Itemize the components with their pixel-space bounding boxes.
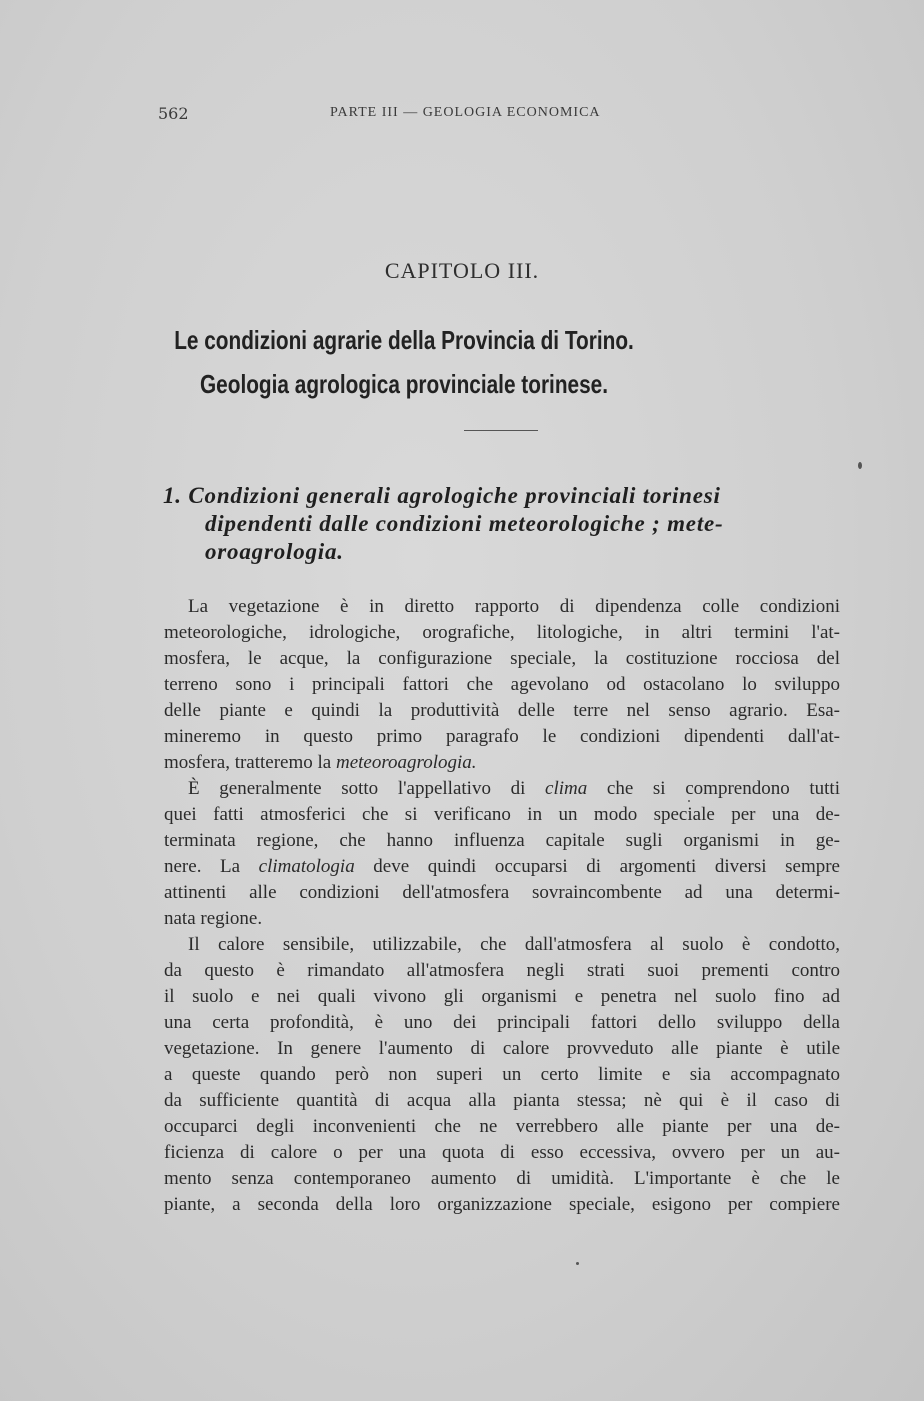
text-line: mineremo in questo primo paragrafo le condizioni dipendenti dall'at- — [164, 726, 840, 747]
text-line: meteorologiche, idrologiche, orografiche, litologiche, in altri termini l'at- — [164, 622, 840, 643]
section-heading — [163, 482, 853, 566]
text-line: Il calore sensibile, utilizzabile, che dall'atmosfera al suolo è condotto, — [188, 934, 840, 955]
speck — [858, 462, 862, 469]
chapter-title — [0, 318, 808, 406]
section-heading-line-3: oroagrologia. — [205, 539, 344, 564]
text-line: da sufficiente quantità di acqua alla pianta stessa; nè qui è il caso di — [164, 1090, 840, 1111]
section-heading-line-1: 1. Condizioni generali agrologiche provinciali torinesi — [163, 483, 721, 508]
text-line — [164, 776, 840, 802]
speck — [688, 800, 690, 802]
text-line: piante, a seconda della loro organizzazione speciale, esigono per compiere — [164, 1194, 840, 1215]
emphasis-term: clima — [545, 778, 588, 799]
text-line: La vegetazione è in diretto rapporto di dipendenza colle condizioni — [188, 596, 840, 617]
chapter-title-line-2: Geologia agrologica provinciale torinese. — [199, 369, 609, 399]
text-line: a queste quando però non superi un certo limite e sia accompagnato — [164, 1064, 840, 1085]
text-line: da questo è rimandato all'atmosfera negli strati suoi prementi contro — [164, 960, 840, 981]
text-line: attinenti alle condizioni dell'atmosfera sovraincombente ad una determi- — [164, 882, 840, 903]
text-fragment: deve quindi occuparsi di argomenti diversi sempre — [354, 856, 840, 877]
running-title: PARTE III — GEOLOGIA ECONOMICA — [330, 105, 601, 120]
text-line: vegetazione. In genere l'aumento di calore provveduto alle piante è utile — [164, 1038, 840, 1059]
text-fragment: mosfera, tratteremo la — [164, 752, 336, 773]
title-divider — [464, 430, 538, 431]
text-line: quei fatti atmosferici che si verificano in un modo speciale per una de- — [164, 804, 840, 825]
section-heading-line-2: dipendenti dalle condizioni meteorologiche ; mete- — [205, 511, 724, 536]
emphasis-term: meteoroagrologia. — [335, 752, 477, 773]
text-fragment: È generalmente sotto l'appellativo di — [188, 778, 546, 799]
text-fragment: che si comprendono tutti — [587, 778, 840, 799]
text-line: il suolo e nei quali vivono gli organismi e penetra nel suolo fino ad — [164, 986, 840, 1007]
page-number: 562 — [158, 104, 189, 123]
emphasis-term: climatologia — [258, 856, 355, 877]
text-fragment: nere. La — [164, 856, 259, 877]
text-line: delle piante e quindi la produttività delle terre nel senso agrario. Esa- — [164, 700, 840, 721]
text-line: mento senza contemporaneo aumento di umidità. L'importante è che le — [164, 1168, 840, 1189]
chapter-label: CAPITOLO III. — [384, 258, 540, 283]
chapter-title-line-1: Le condizioni agrarie della Provincia di Torino. — [174, 325, 634, 355]
text-line: mosfera, le acque, la configurazione speciale, la costituzione rocciosa del — [164, 648, 840, 669]
text-line: nata regione. — [164, 908, 263, 929]
text-line: ficienza di calore o per una quota di esso eccessiva, ovvero per un au- — [164, 1142, 840, 1163]
text-line — [164, 750, 840, 776]
text-line: terreno sono i principali fattori che agevolano od ostacolano lo sviluppo — [164, 674, 840, 695]
text-line: una certa profondità, è uno dei principali fattori dello sviluppo della — [164, 1012, 840, 1033]
text-line: terminata regione, che hanno influenza capitale sugli organismi in ge- — [164, 830, 840, 851]
body-text — [164, 594, 840, 1218]
text-line — [164, 854, 840, 880]
speck — [576, 1262, 579, 1265]
text-line: occuparci degli inconvenienti che ne verrebbero alle piante per una de- — [164, 1116, 840, 1137]
